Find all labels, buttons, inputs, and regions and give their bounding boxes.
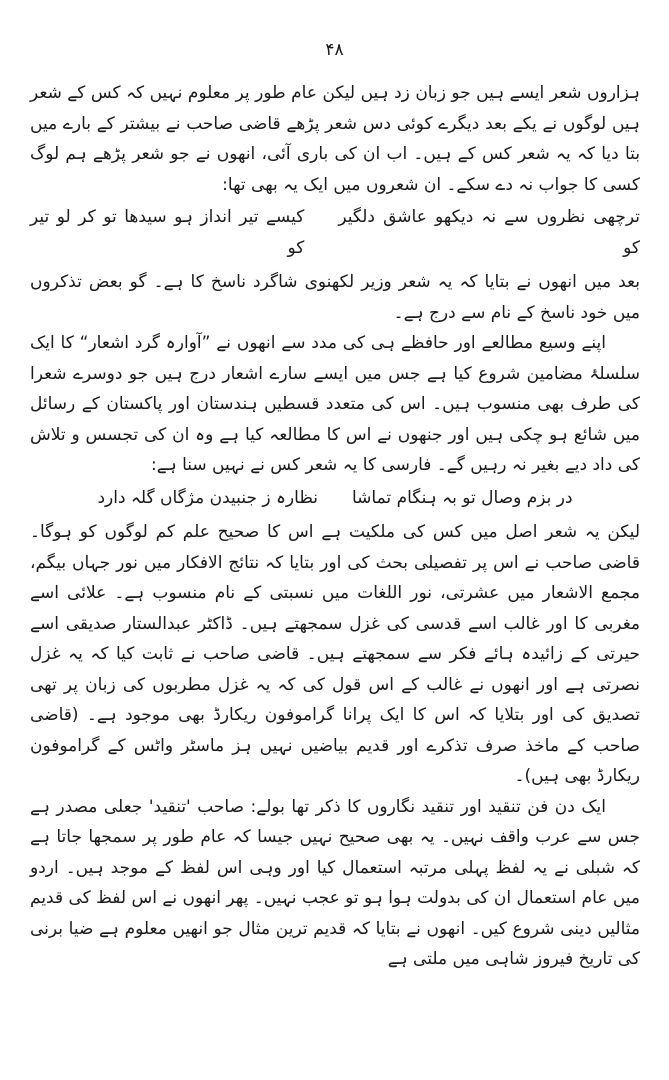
page-number: ۴۸ [325,40,344,60]
paragraph-1: ہزاروں شعر ایسے ہیں جو زبان زد ہیں لیکن عام طور پر معلوم نہیں کہ کس کے شعر ہیں لوگوں نے یکے بعد دیگرے کوئی دس شعر پڑھے قاضی صاحب نے بیشتر کے بارے میں بتا دیا کہ یہ شعر کس کے ہیں۔ اب ان کی باری آئی، انھوں نے جو شعر پڑھے ہم لوگ کسی کا جواب نہ دے سکے۔ ان شعروں میں ایک یہ بھی تھا: [30,83,640,195]
paragraph-5: ایک دن فن تنقید اور تنقید نگاروں کا ذکر تھا بولے: صاحب 'تنقید' جعلی مصدر ہے جس سے عرب واقف نہیں۔ یہ بھی صحیح نہیں جیسا کہ عام طور پر سمجھا جاتا ہے کہ شبلی نے یہ لفظ پہلی مرتبہ استعمال کیا اور وہی اس لفظ کے موجد ہیں۔ اردو میں عام استعمال ان کی بدولت ہوا ہو تو عجب نہیں۔ پھر انھوں نے اس لفظ کی قدیم مثالیں دینی شروع کیں۔ انھوں نے بتایا کہ قدیم ترین مثال جو انھیں معلوم ہے ضیا برنی کی تاریخ فیروز شاہی میں ملتی ہے [30,796,640,969]
couplet-2-line-1: در بزم وصال تو بہ ہنگام تماشا [352,487,573,508]
couplet-1-line-1: ترچھی نظروں سے نہ دیکھو عاشق دلگیر کو [338,207,640,258]
couplet-2-line-2: نظارہ ز جنبیدن مژگاں گلہ دارد [97,487,318,508]
couplet-1-line-2: کیسے تیر انداز ہو سیدھا تو کر لو تیر کو [30,207,305,258]
paragraph-4: لیکن یہ شعر اصل میں کس کی ملکیت ہے اس کا صحیح علم کم لوگوں کو ہوگا۔ قاضی صاحب نے اس پر تفصیلی بحث کی اور بتایا کہ نتائج الافکار میں نور جہاں بیگم، مجمع الاشعار میں عشرتی، نور اللغات میں نسبتی کے نام منسوب ہے۔ علائی اسے مغربی کا اور غالب اسے قدسی کی غزل سمجھتے ہیں۔ ڈاکٹر عبدالستار صدیقی اسے حیرتی کے زائیدہ ہائے فکر سے سمجھتے ہیں۔ قاضی صاحب نے ثابت کیا کہ یہ غزل نصرتی ہے اور انھوں نے غالب کے اس قول کی کہ یہ غزل مطربوں کی زبان پر تھی تصدیق کی اور بتلایا کہ اس کا ایک پرانا گراموفون ریکارڈ بھی موجود ہے۔ (قاضی صاحب کے ماخذ صرف تذکرے اور قدیم بیاضیں نہیں ہز ماسٹر واٹس کے گراموفون ریکارڈ بھی ہیں)۔ [30,522,640,786]
page-body [30,78,640,975]
couplet-1 [30,202,640,263]
paragraph-3: اپنے وسیع مطالعے اور حافظے ہی کی مدد سے انھوں نے ”آوارہ گرد اشعار“ کا ایک سلسلۂ مضامین شروع کیا ہے جس میں ایسے سارے اشعار درج ہیں جو دوسرے شعرا کی طرف بھی منسوب ہیں۔ اس کی متعدد قسطیں ہندستان اور پاکستان کے رسائل میں شائع ہو چکی ہیں اور جنھوں نے اس کا مطالعہ کیا ہے وہ ان کی تجسس و تلاش کی داد دیے بغیر نہ رہیں گے۔ فارسی کا یہ شعر کس نے نہیں سنا ہے: [30,333,640,475]
couplet-2 [30,483,640,514]
paragraph-2: بعد میں انھوں نے بتایا کہ یہ شعر وزیر لکھنوی شاگرد ناسخ کا ہے۔ گو بعض تذکروں میں خود ناسخ کے نام سے درج ہے۔ [30,272,640,323]
